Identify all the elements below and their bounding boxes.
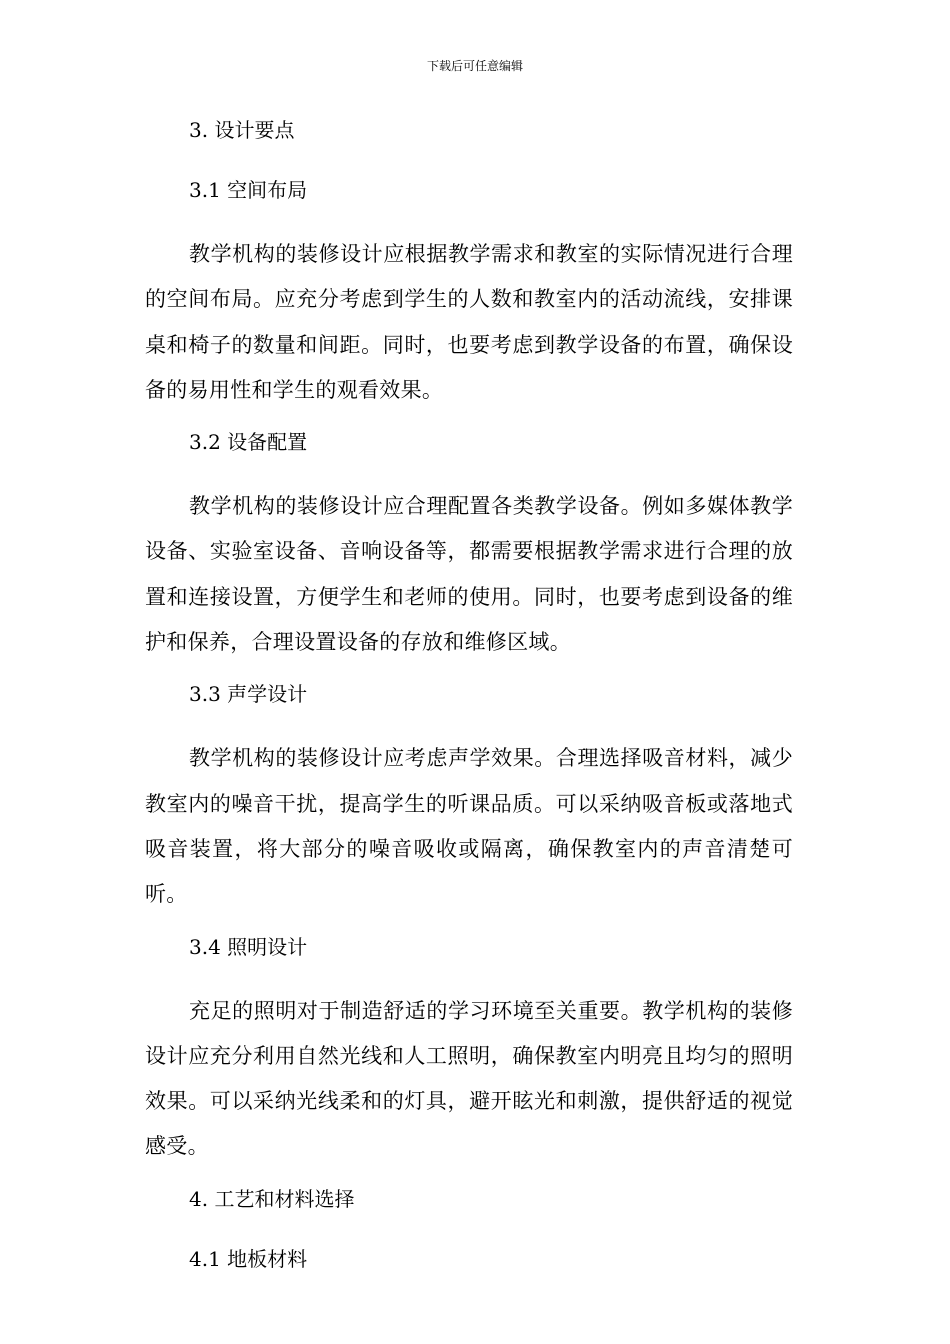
section-heading-4-1: 4.1 地板材料	[189, 1246, 308, 1271]
section-heading-4: 4. 工艺和材料选择	[189, 1186, 355, 1211]
section-heading-3: 3. 设计要点	[189, 118, 295, 142]
page-header: 下载后可任意编辑	[426, 59, 523, 73]
document-body	[145, 112, 793, 1301]
section-heading-3-1: 3.1 空间布局	[189, 178, 308, 202]
section-heading-3-2: 3.2 设备配置	[189, 430, 308, 455]
section-heading-3-4: 3.4 照明设计	[189, 934, 308, 959]
paragraph-acoustic-design: 教学机构的装修设计应考虑声学效果。合理选择吸音材料，减少教室内的噪音干扰，提高学生的听课品质。可以采纳吸音板或落地式吸音装置，将大部分的噪音吸收或隔离，确保教室内的声音清楚可听。	[145, 746, 793, 907]
section-heading-3-3: 3.3 声学设计	[189, 682, 308, 707]
paragraph-equipment-config: 教学机构的装修设计应合理配置各类教学设备。例如多媒体教学设备、实验室设备、音响设备等，都需要根据教学需求进行合理的放置和连接设置，方便学生和老师的使用。同时，也要考虑到设备的维护和保养，合理设置设备的存放和维修区域。	[145, 494, 793, 655]
paragraph-space-layout: 教学机构的装修设计应根据教学需求和教室的实际情况进行合理的空间布局。应充分考虑到学生的人数和教室内的活动流线，安排课桌和椅子的数量和间距。同时，也要考虑到教学设备的布置，确保设备的易用性和学生的观看效果。	[145, 242, 793, 402]
paragraph-lighting-design: 充足的照明对于制造舒适的学习环境至关重要。教学机构的装修设计应充分利用自然光线和人工照明，确保教室内明亮且均匀的照明效果。可以采纳光线柔和的灯具，避开眩光和刺激，提供舒适的视觉感受。	[145, 998, 793, 1159]
